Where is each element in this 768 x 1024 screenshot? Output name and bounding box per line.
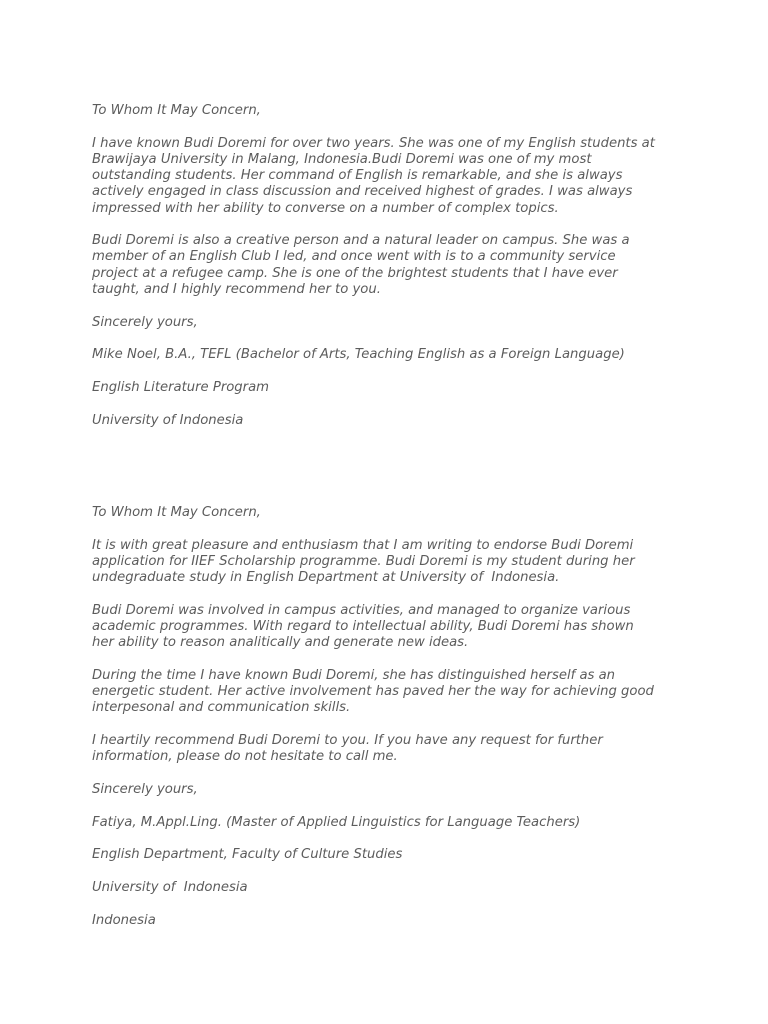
letter-salutation: To Whom It May Concern,	[92, 505, 261, 520]
letter-paragraph: I have known Budi Doremi for over two years. She was one of my English students at Brawijaya University in Malang, Indonesia.Budi Doremi was one of my most outstanding students. Her command of English is remarkable, and she is always actively engaged in class discussion and received highest of grades. I was always impressed with her ability to converse on a number of complex topics.	[92, 135, 655, 216]
letter-paragraph: I heartily recommend Budi Doremi to you. If you have any request for further information, please do not hesitate to call me.	[92, 733, 603, 765]
letter-salutation: To Whom It May Concern,	[92, 103, 261, 118]
letter-paragraph: During the time I have known Budi Doremi, she has distinguished herself as an energetic student. Her active involvement has paved her the way for achieving good interpesonal and communication skills.	[92, 667, 654, 716]
letter-paragraph: Budi Doremi is also a creative person and a natural leader on campus. She was a member of an English Club I led, and once went with is to a community service project at a refugee camp. She is one of the brightest students that I have ever taught, and I highly recommend her to you.	[92, 233, 630, 297]
signature-name: Fatiya, M.Appl.Ling. (Master of Applied Linguistics for Language Teachers)	[92, 814, 581, 830]
signature-university: University of Indonesia	[92, 412, 244, 428]
letter-closing: Sincerely yours,	[92, 314, 198, 330]
signature-country: Indonesia	[92, 912, 156, 928]
letter-paragraph: Budi Doremi was involved in campus activities, and managed to organize various academic programmes. With regard to intellectual ability, Budi Doremi has shown her ability to reason analitically and generate new ideas.	[92, 602, 634, 651]
letter-closing: Sincerely yours,	[92, 781, 198, 797]
signature-department: English Literature Program	[92, 379, 270, 395]
signature-university: University of Indonesia	[92, 880, 248, 896]
signature-name: Mike Noel, B.A., TEFL (Bachelor of Arts, Teaching English as a Foreign Language)	[92, 347, 625, 363]
recommendation-letter-1	[92, 103, 692, 445]
letter-paragraph: It is with great pleasure and enthusiasm that I am writing to endorse Budi Doremi application for IIEF Scholarship programme. Budi Doremi is my student during her undegraduate study in English Department at University of Indonesia.	[92, 537, 635, 586]
recommendation-letter-2	[92, 505, 692, 945]
signature-department: English Department, Faculty of Culture Studies	[92, 847, 403, 863]
